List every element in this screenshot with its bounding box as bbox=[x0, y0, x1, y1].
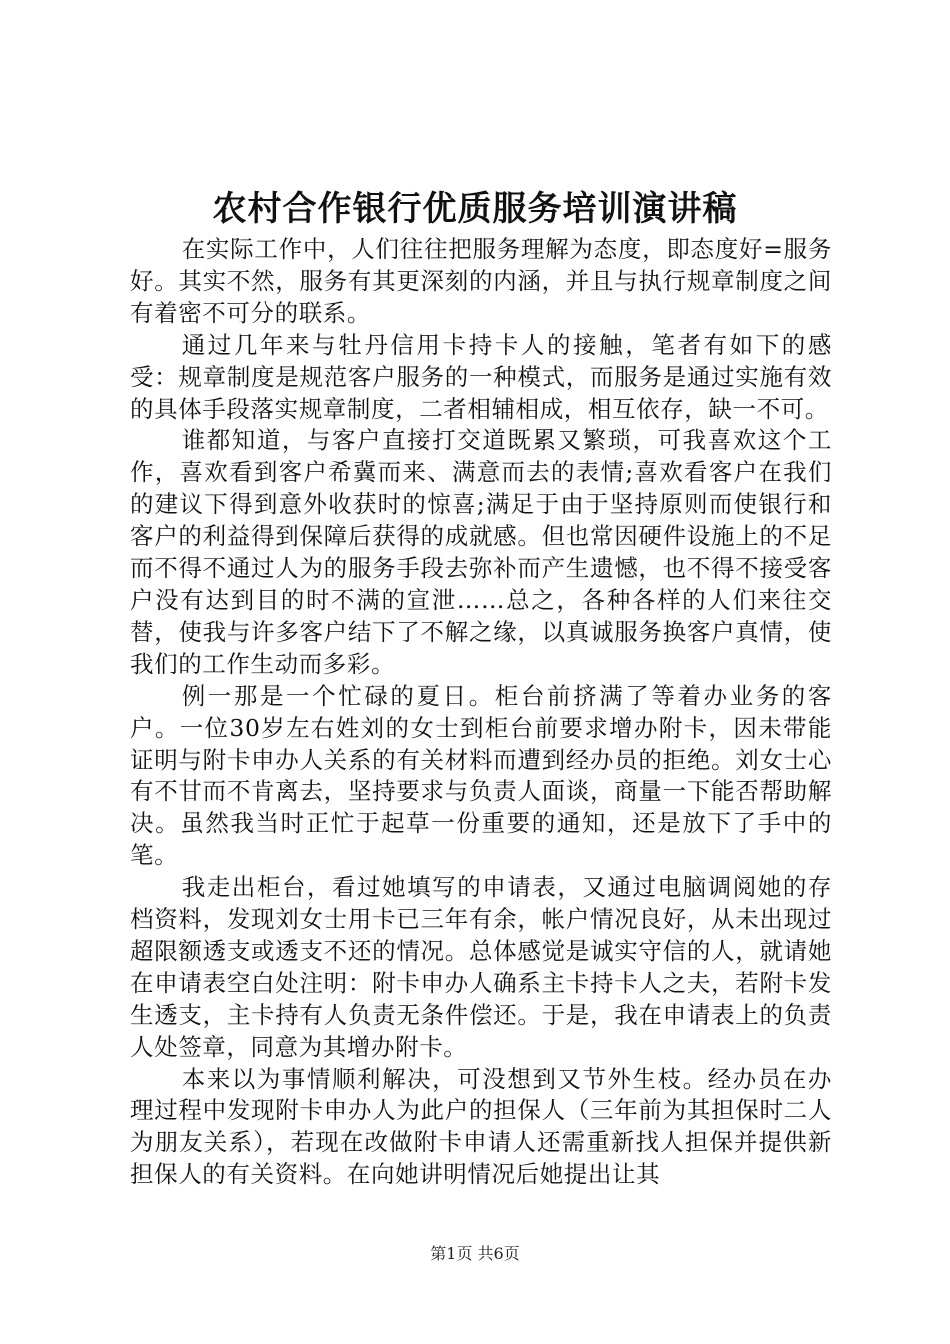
paragraph: 在实际工作中，人们往往把服务理解为态度，即态度好=服务好。其实不然，服务有其更深刻的内涵，并且与执行规章制度之间有着密不可分的联系。 bbox=[130, 235, 832, 327]
paragraph: 本来以为事情顺利解决，可没想到又节外生枝。经办员在办理过程中发现附卡申办人为此户的担保人（三年前为其担保时二人为朋友关系），若现在改做附卡申请人还需重新找人担保并提供新担保人的有关资料。在向她讲明情况后她提出让其 bbox=[130, 1064, 832, 1189]
paragraph: 例一那是一个忙碌的夏日。柜台前挤满了等着办业务的客户。一位30岁左右姓刘的女士到柜台前要求增办附卡，因未带能证明与附卡申办人关系的有关材料而遭到经办员的拒绝。刘女士心有不甘而不肯离去，坚持要求与负责人面谈，商量一下能否帮助解决。虽然我当时正忙于起草一份重要的通知，还是放下了手中的笔。 bbox=[130, 681, 832, 870]
page-footer: 第1页 共6页 bbox=[430, 1244, 520, 1263]
document-body bbox=[130, 234, 832, 1191]
paragraph: 通过几年来与牡丹信用卡持卡人的接触，笔者有如下的感受：规章制度是规范客户服务的一种模式，而服务是通过实施有效的具体手段落实规章制度，二者相辅相成，相互依存，缺一不可。 bbox=[130, 330, 832, 423]
paragraph: 谁都知道，与客户直接打交道既累又繁琐，可我喜欢这个工作，喜欢看到客户希冀而来、满意而去的表情;喜欢看客户在我们的建议下得到意外收获时的惊喜;满足于由于坚持原则而使银行和客户的利益得到保障后获得的成就感。但也常因硬件设施上的不足而不得不通过人为的服务手段去弥补而产生遗憾，也不得不接受客户没有达到目的时不满的宣泄……总之，各种各样的人们来往交替，使我与许多客户结下了不解之缘，以真诚服务换客户真情，使我们的工作生动而多彩。 bbox=[130, 426, 832, 678]
paragraph: 我走出柜台，看过她填写的申请表，又通过电脑调阅她的存档资料，发现刘女士用卡已三年有余，帐户情况良好，从未出现过超限额透支或透支不还的情况。总体感觉是诚实守信的人，就请她在申请表空白处注明：附卡申办人确系主卡持卡人之夫，若附卡发生透支，主卡持有人负责无条件偿还。于是，我在申请表上的负责人处签章，同意为其增办附卡。 bbox=[130, 873, 832, 1061]
document-title: 农村合作银行优质服务培训演讲稿 bbox=[212, 189, 738, 229]
